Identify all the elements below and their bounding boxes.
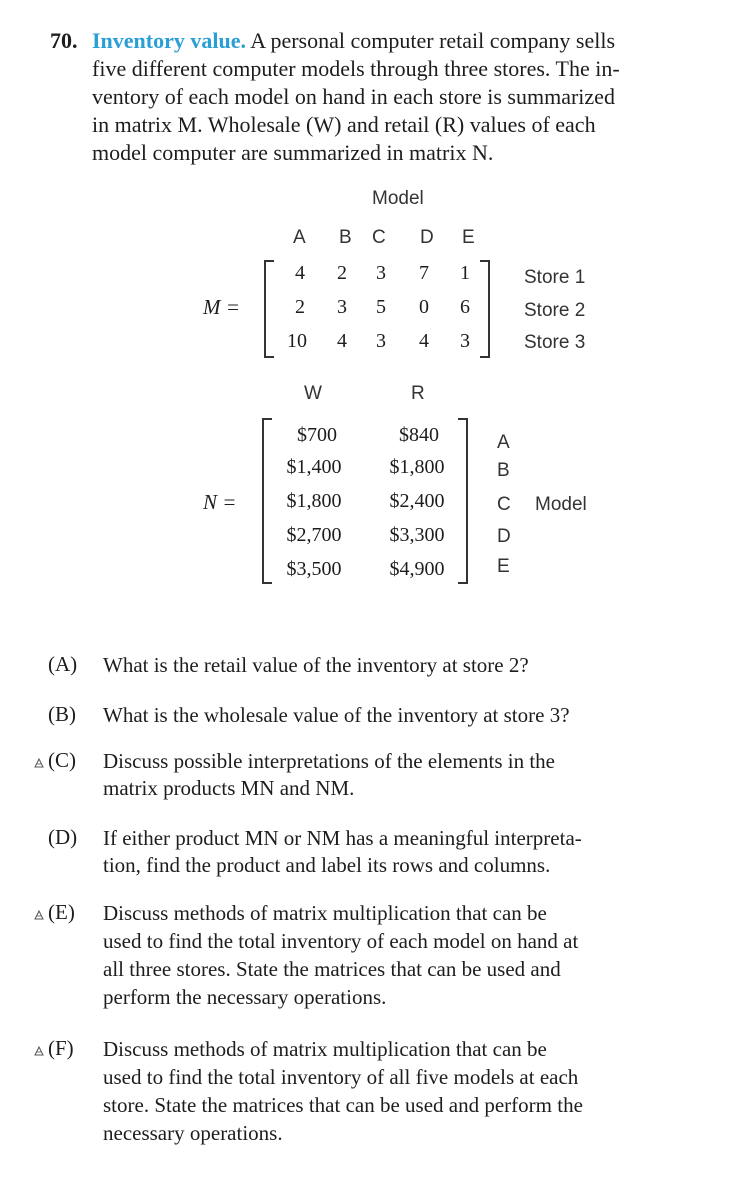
question-e-line-4: perform the necessary operations. xyxy=(103,985,387,1009)
matrix-n-row-label: C xyxy=(497,494,511,515)
question-e-line-1: Discuss methods of matrix multiplication that can be xyxy=(103,901,547,925)
matrix-m-cell: 10 xyxy=(287,330,307,352)
matrix-n-right-bracket xyxy=(458,418,468,584)
question-e-line-3: all three stores. State the matrices that can be used and xyxy=(103,957,561,981)
matrix-n-cell: $2,700 xyxy=(286,524,342,546)
matrix-m-cell: 2 xyxy=(337,262,347,284)
matrix-n-cell: $1,800 xyxy=(389,456,445,478)
question-a-text: What is the retail value of the inventory at store 2? xyxy=(103,653,529,677)
matrix-n-row-label: B xyxy=(497,460,510,481)
matrix-n-cell: $2,400 xyxy=(389,490,445,512)
matrix-n-name: N = xyxy=(203,490,237,514)
intro-line-5: model computer are summarized in matrix N. xyxy=(92,140,494,165)
question-f-line-3: store. State the matrices that can be used and perform the xyxy=(103,1093,583,1117)
question-e-line-2: used to find the total inventory of each model on hand at xyxy=(103,929,579,953)
question-f-line-4: necessary operations. xyxy=(103,1121,283,1145)
question-a-tag: (A) xyxy=(48,652,78,676)
matrix-n-cell: $1,800 xyxy=(286,490,342,512)
question-f-line-1: Discuss methods of matrix multiplication that can be xyxy=(103,1037,547,1061)
matrix-m-cell: 2 xyxy=(295,296,305,318)
question-c-tag: (C) xyxy=(48,748,76,772)
question-c-line-2: matrix products MN and NM. xyxy=(103,776,355,800)
matrix-m-cell: 7 xyxy=(419,262,429,284)
writing-icon xyxy=(34,1046,44,1059)
matrix-n-row-label: E xyxy=(497,556,510,577)
question-d-tag: (D) xyxy=(48,825,78,849)
matrix-m-left-bracket xyxy=(264,260,274,358)
matrix-n-row-label: A xyxy=(497,432,510,453)
matrix-m-cell: 4 xyxy=(295,262,305,284)
question-c-line-1: Discuss possible interpretations of the elements in the xyxy=(103,749,555,773)
matrix-n-row-label: D xyxy=(497,526,511,547)
intro-line-1: A personal computer retail company sells xyxy=(250,28,616,53)
question-b-tag: (B) xyxy=(48,702,76,726)
matrix-n-cell: $700 xyxy=(297,424,337,446)
matrix-m-cell: 0 xyxy=(419,296,429,318)
problem-number: 70. xyxy=(50,28,78,53)
matrix-m-col-b: B xyxy=(339,227,352,248)
question-f-line-2: used to find the total inventory of all five models at each xyxy=(103,1065,579,1089)
question-e-tag: (E) xyxy=(48,900,75,924)
matrix-m-row-label: Store 1 xyxy=(524,267,586,288)
matrix-m-cell: 3 xyxy=(376,262,386,284)
matrix-m-cell: 4 xyxy=(337,330,347,352)
matrix-n-cell: $3,300 xyxy=(389,524,445,546)
matrix-m-row-label: Store 2 xyxy=(524,300,586,321)
matrix-m-col-c: C xyxy=(372,227,386,248)
matrix-m-col-d: D xyxy=(420,227,434,248)
matrix-m-cell: 3 xyxy=(376,330,386,352)
matrix-n-cell: $4,900 xyxy=(389,558,445,580)
question-d-line-1: If either product MN or NM has a meaningful interpreta- xyxy=(103,826,582,850)
matrix-m-cell: 4 xyxy=(419,330,429,352)
intro-line-4: in matrix M. Wholesale (W) and retail (R) values of each xyxy=(92,112,596,137)
intro-line-2: five different computer models through three stores. The in- xyxy=(92,56,620,81)
intro-line-3: ventory of each model on hand in each store is summarized xyxy=(92,84,615,109)
question-b-text: What is the wholesale value of the inventory at store 3? xyxy=(103,703,570,727)
matrix-m-name: M = xyxy=(203,295,240,319)
matrix-m-cell: 6 xyxy=(460,296,470,318)
matrix-m-cell: 1 xyxy=(460,262,470,284)
matrix-m-cell: 3 xyxy=(460,330,470,352)
matrix-m-row-label: Store 3 xyxy=(524,332,586,353)
writing-icon xyxy=(34,910,44,923)
matrix-n-col-r: R xyxy=(411,383,425,404)
question-d-line-2: tion, find the product and label its rows and columns. xyxy=(103,853,551,877)
matrix-m-top-label: Model xyxy=(372,188,424,209)
matrix-n-col-w: W xyxy=(304,383,322,404)
matrix-n-cell: $840 xyxy=(399,424,439,446)
matrix-n-left-bracket xyxy=(262,418,272,584)
problem-title: Inventory value. xyxy=(92,28,246,53)
writing-icon xyxy=(34,758,44,771)
problem-first-line xyxy=(92,28,615,54)
matrix-m-cell: 5 xyxy=(376,296,386,318)
question-f-tag: (F) xyxy=(48,1036,74,1060)
matrix-n-cell: $1,400 xyxy=(286,456,342,478)
matrix-m-col-e: E xyxy=(462,227,475,248)
matrix-n-side-label: Model xyxy=(535,494,587,515)
matrix-m-right-bracket xyxy=(480,260,490,358)
matrix-m-col-a: A xyxy=(293,227,306,248)
matrix-m-cell: 3 xyxy=(337,296,347,318)
matrix-n-cell: $3,500 xyxy=(286,558,342,580)
